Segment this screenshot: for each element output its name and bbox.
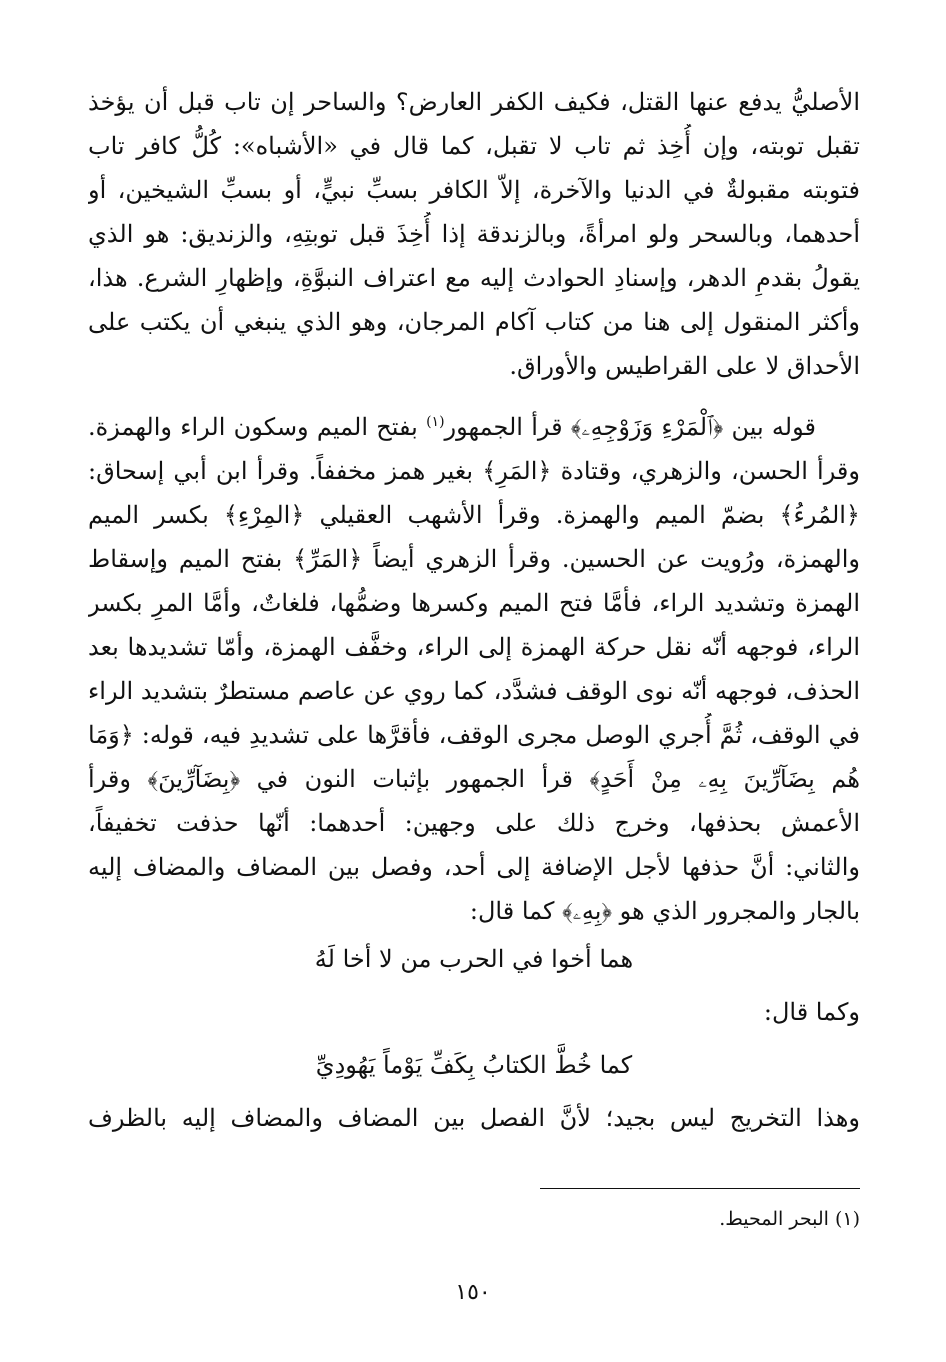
footnote: (١) البحر المحيط. <box>719 1208 860 1230</box>
text-line: وأكثر المنقول إلى هنا من كتاب آكام المرجان، وهو الذي ينبغي أن يكتب على <box>88 308 860 336</box>
closing-line: وهذا التخريج ليس بجيد؛ لأنَّ الفصل بين المضاف والمضاف إليه بالظرف <box>88 1104 860 1132</box>
text-line: والثاني: أنَّ حذفها لأجل الإضافة إلى أحد، وفصل بين المضاف والمضاف إليه <box>88 853 860 881</box>
text-line: والهمزة، ورُويت عن الحسين. وقرأ الزهري أيضاً ﴿المَرِّ﴾ بفتح الميم وإسقاط <box>88 545 860 573</box>
poetry-verse-1: هما أخوا في الحرب من لا أخا لَهُ <box>314 945 634 973</box>
text-segment: قوله بين ﴿ٱلْمَرْءِ وَزَوْجِهِۦ﴾ قرأ الجمهور <box>444 413 816 441</box>
paragraph-1 <box>88 80 860 388</box>
footnote-divider <box>540 1188 860 1189</box>
text-line: الحذف، فوجهه أنّه نوى الوقف فشدَّد، كما روي عن عاصم مستطرٌ بتشديد الراء <box>88 677 860 705</box>
text-line-first <box>88 405 860 449</box>
text-line: يقولُ بقدمِ الدهر، وإسنادِ الحوادث إليه مع اعتراف النبوَّةِ، وإظهارِ الشرع. هذا، <box>88 264 860 292</box>
text-segment: بفتح الميم وسكون الراء والهمزة. <box>88 413 427 441</box>
page-number: ١٥٠ <box>455 1280 491 1305</box>
text-line: ﴿المُرءُ﴾ بضمّ الميم والهمزة. وقرأ الأشهب العقيلي ﴿المِرْءِ﴾ بكسر الميم <box>88 501 860 529</box>
paragraph-2 <box>88 405 860 933</box>
text-line: الأحداق لا على القراطيس والأوراق. <box>509 352 860 380</box>
transition-text: وكما قال: <box>763 998 860 1026</box>
text-line: في الوقف، ثُمَّ أُجري الوصل مجرى الوقف، فأقرَّها على تشديدِ فيه، قوله: ﴿وَمَا <box>88 721 860 749</box>
poetry-verse-2: كما خُطَّ الكتابُ بِكَفِّ يَوْماً يَهُودِيِّ <box>315 1051 633 1079</box>
text-line: الهمزة وتشديد الراء، فأمَّا فتح الميم وكسرها وضمُّها، فلغاتٌ، وأمَّا المرِ بكسر <box>88 589 860 617</box>
text-line: بالجار والمجرور الذي هو ﴿بِهِۦ﴾ كما قال: <box>469 897 860 925</box>
text-line: هُم بِضَآرِّينَ بِهِۦ مِنْ أَحَدٍ﴾ قرأ الجمهور بإثبات النون في ﴿بِضَآرِّينَ﴾ وقرأ <box>88 765 860 793</box>
text-line: الراء، فوجهه أنّه نقل حركة الهمزة إلى الراء، وخفَّف الهمزة، وأمّا تشديدها بعد <box>88 633 860 661</box>
text-line: فتوبته مقبولةٌ في الدنيا والآخرة، إلاّ الكافر بسبِّ نبيٍّ، أو بسبِّ الشيخين، أو <box>88 176 860 204</box>
text-line: الأعمش بحذفها، وخرج ذلك على وجهين: أحدهما: أنّها حذفت تخفيفاً، <box>88 809 860 837</box>
text-line: أحدهما، وبالسحر ولو امرأةً، وبالزندقة إذا أُخِذَ قبل توبتِهِ، والزنديق: هو الذي <box>88 220 860 248</box>
text-line: تقبل توبته، وإن أُخِذ ثم تاب لا تقبل، كما قال في «الأشباه»: كُلُّ كافر تاب <box>88 132 860 160</box>
footnote-marker: (١) <box>426 414 445 430</box>
text-line: الأصليُّ يدفع عنها القتل، فكيف الكفر العارض؟ والساحر إن تاب قبل أن يؤخذ <box>88 88 860 116</box>
text-line: وقرأ الحسن، والزهري، وقتادة ﴿المَرِ﴾ بغير همز مخففاً. وقرأ ابن أبي إسحاق: <box>88 457 860 485</box>
